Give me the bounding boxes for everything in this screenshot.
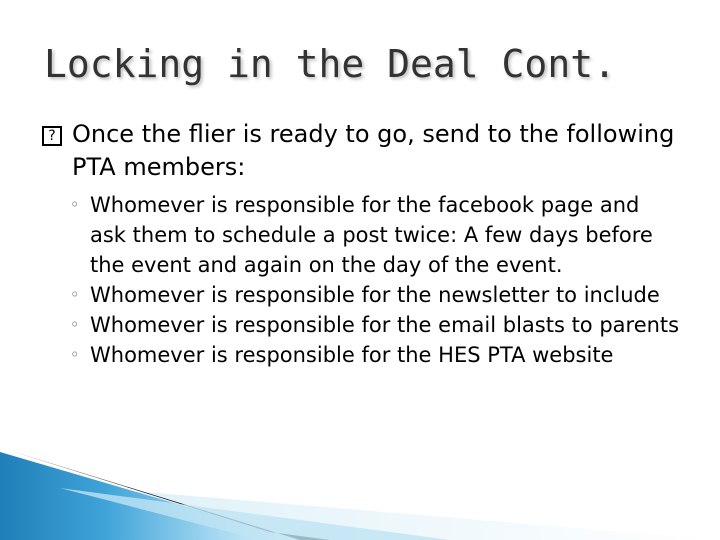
list-item: [70, 280, 682, 310]
main-bullet: [42, 118, 682, 184]
list-item-text: Whomever is responsible for the facebook page and ask them to schedule a post twice: A few days before the event and again on the day of the event.: [90, 193, 653, 277]
list-item: [70, 340, 682, 370]
list-item-text: Whomever is responsible for the email blasts to parents: [90, 313, 680, 337]
circle-bullet-icon: ◦: [70, 315, 80, 334]
slide-title: Locking in the Deal Cont.: [44, 42, 616, 86]
decorative-swoosh: [0, 450, 720, 540]
list-item-text: Whomever is responsible for the HES PTA website: [90, 343, 614, 367]
missing-glyph-bullet-icon: ?: [42, 126, 62, 146]
list-item: [70, 190, 682, 280]
list-item-text: Whomever is responsible for the newsletter to include: [90, 283, 660, 307]
sub-bullet-list: [42, 190, 682, 370]
circle-bullet-icon: ◦: [70, 285, 80, 304]
main-bullet-text: Once the flier is ready to go, send to the following PTA members:: [72, 120, 675, 181]
slide-content: [42, 118, 682, 370]
circle-bullet-icon: ◦: [70, 195, 80, 214]
circle-bullet-icon: ◦: [70, 345, 80, 364]
list-item: [70, 310, 682, 340]
